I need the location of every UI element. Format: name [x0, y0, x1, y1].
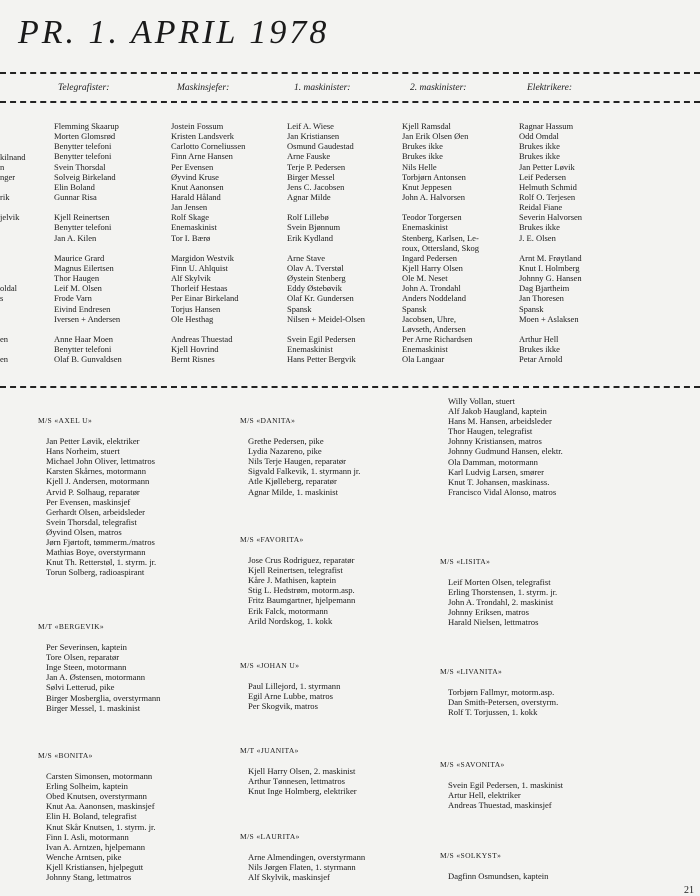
crew-member: Jose Crus Rodriguez, reparatør: [248, 555, 355, 566]
ship-name: M/S «BONITA»: [38, 751, 93, 760]
table-column-telegrafister: [54, 121, 122, 364]
crew-member: John A. Trondahl, 2. maskinist: [448, 597, 554, 608]
table-cell: John A. Trondahl: [402, 283, 461, 294]
crew-member: Dan Smith-Petersen, overstyrm.: [448, 697, 559, 708]
crew-member: Knut Inge Holmberg, elektriker: [248, 786, 357, 797]
crew-member: Rolf T. Torjussen, 1. kokk: [448, 707, 538, 718]
table-cell: Magnus Eilertsen: [54, 262, 114, 273]
table-cell: Olaf B. Gunvaldsen: [54, 354, 122, 365]
table-cell: Osmund Gaudestad: [287, 141, 354, 152]
row-label: en: [0, 354, 9, 364]
crew-member: Jørn Fjørtoft, tømmerm./matros: [46, 537, 155, 548]
crew-member: Francisco Vidal Alonso, matros: [448, 486, 557, 497]
table-cell: Brukes ikke: [519, 344, 560, 355]
table-cell: Johnny G. Hansen: [519, 273, 582, 284]
table-cell: Jan Jensen: [171, 202, 208, 213]
ship-block: [440, 851, 548, 881]
table-cell: Per Arne Richardsen: [402, 333, 473, 344]
row-label: oldal: [0, 283, 17, 293]
table-cell: [54, 202, 122, 212]
table-cell: Leif Pedersen: [519, 171, 566, 182]
table-cell: Odd Omdal: [519, 131, 559, 142]
table-cell: Eddy Østebøvik: [287, 283, 343, 294]
table-cell: Helmuth Schmid: [519, 181, 577, 192]
table-cell: Torbjørn Antonsen: [402, 171, 466, 182]
table-cell: Eivind Endresen: [54, 303, 111, 314]
table-cell: Maurice Grard: [54, 252, 105, 263]
ship-block: [38, 416, 156, 577]
table-column-2-maskinister: [402, 121, 479, 364]
ship-block: [440, 667, 558, 717]
table-cell: Ole M. Neset: [402, 273, 448, 284]
table-cell: Svein Egil Pedersen: [287, 333, 356, 344]
crew-member: Andreas Thuestad, maskinsjef: [448, 800, 552, 811]
table-cell: Arnt M. Frøytland: [519, 252, 582, 263]
crew-member: Atle Kjølleberg, reparatør: [248, 476, 337, 487]
table-cell: Svein Bjønnum: [287, 222, 341, 233]
crew-member: Gerhardt Olsen, arbeidsleder: [46, 506, 146, 517]
table-cell: Rolf Lillebø: [287, 212, 329, 223]
table-cell: Elin Boland: [54, 181, 95, 192]
ship-name: M/S «SOLKYST»: [440, 851, 502, 860]
table-cell: Kristen Landsverk: [171, 131, 235, 142]
crew-member: Fritz Baumgartner, hjelpemann: [248, 595, 356, 606]
table-cell: Moen + Aslaksen: [519, 313, 579, 324]
crew-member: Johnny Kristiansen, matros: [448, 436, 542, 447]
table-cell: Jan Petter Løvik: [519, 161, 575, 172]
table-cell: Olaf Kr. Gundersen: [287, 293, 354, 304]
table-cell: Jan A. Kilen: [54, 232, 97, 243]
ship-block: [440, 396, 563, 497]
table-cell: Stenberg, Karlsen, Le-: [402, 232, 479, 243]
table-cell: Kjell Ramsdal: [402, 121, 451, 131]
crew-member: Artur Hell, elektriker: [448, 790, 521, 801]
table-cell: Arne Fauske: [287, 151, 331, 162]
table-cell: Harald Håland: [171, 191, 221, 202]
table-cell: Benytter telefoni: [54, 222, 112, 233]
table-cell: J. E. Olsen: [519, 232, 556, 243]
crew-member: Karsten Skårnes, motormann: [46, 466, 146, 477]
table-cell: Brukes ikke: [519, 141, 560, 152]
table-cell: Morten Glomsrød: [54, 131, 116, 142]
table-cell: Leif A. Wiese: [287, 121, 334, 131]
table-column-1-maskinister: [287, 121, 365, 364]
ship-name: M/S «FAVORITA»: [240, 535, 304, 544]
table-cell: [171, 324, 245, 334]
table-cell: Andreas Thuestad: [171, 333, 233, 344]
table-cell: Dag Bjartheim: [519, 283, 570, 294]
table-cell: Enemaskinist: [287, 344, 333, 355]
table-cell: Finn U. Ahlquist: [171, 262, 228, 273]
table-cell: Enemaskinist: [171, 222, 217, 233]
crew-member: Per Severinsen, kaptein: [46, 642, 127, 653]
ship-block: [240, 416, 360, 497]
table-cell: Enemaskinist: [402, 222, 448, 233]
table-cell: [54, 324, 122, 334]
table-cell: Benytter telefoni: [54, 344, 112, 355]
table-cell: Anne Haar Moen: [54, 333, 114, 344]
row-label: jelvik: [0, 212, 20, 222]
header-1-maskinister: 1. maskinister:: [294, 83, 351, 93]
ship-name: M/T «BERGEVIK»: [38, 622, 105, 631]
table-cell: Rolf Skage: [171, 212, 210, 223]
crew-member: Erling Thorstensen, 1. styrm. jr.: [448, 587, 558, 598]
crew-member: Birger Messel, 1. maskinist: [46, 702, 141, 713]
crew-member: Dagfinn Osmundsen, kaptein: [448, 871, 549, 882]
table-cell: Spansk: [519, 303, 544, 314]
row-label: en: [0, 334, 9, 344]
crew-member: Knut Th. Retterstøl, 1. styrm. jr.: [46, 557, 157, 568]
crew-member: Torun Solberg, radioaspirant: [46, 567, 145, 578]
crew-member: Stig L. Hedstrøm, motorm.asp.: [248, 585, 355, 596]
table-cell: Reidal Fiane: [519, 202, 563, 213]
crew-member: Sølvi Letterud, pike: [46, 682, 115, 693]
table-cell: Per Evensen: [171, 161, 214, 172]
table-cell: Kjell Hovrind: [171, 344, 219, 355]
crew-member: Kjell Harry Olsen, 2. maskinist: [248, 766, 356, 777]
divider-top: [0, 72, 700, 74]
crew-member: Hans M. Hansen, arbeidsleder: [448, 416, 552, 427]
ship-block: [240, 746, 357, 796]
crew-member: Kjell Kristiansen, hjelpegutt: [46, 861, 144, 872]
ship-block: [38, 622, 160, 713]
crew-member: Mathias Boye, overstyrmann: [46, 547, 146, 558]
crew-member: Svein Egil Pedersen, 1. maskinist: [448, 780, 564, 791]
table-cell: Jan Thoresen: [519, 293, 564, 304]
crew-member: Birger Mosberglia, overstyrmann: [46, 692, 161, 703]
table-cell: Benytter telefoni: [54, 141, 112, 152]
crew-member: Svein Thorsdal, telegrafist: [46, 516, 137, 527]
crew-member: Tore Olsen, reparatør: [46, 652, 120, 663]
table-cell: Severin Halvorsen: [519, 212, 583, 223]
table-cell: Knut Aanonsen: [171, 181, 224, 192]
table-cell: Jens C. Jacobsen: [287, 181, 345, 192]
crew-member: Harald Nielsen, lettmatros: [448, 617, 539, 628]
table-cell: Nilsen + Meidel-Olsen: [287, 313, 365, 324]
ship-name: M/S «DANITA»: [240, 416, 296, 425]
table-cell: Arthur Hell: [519, 333, 559, 344]
header-telegrafister: Telegrafister:: [58, 83, 110, 93]
crew-member: Arild Nordskog, 1. kokk: [248, 615, 333, 626]
table-cell: Thorleif Hestaas: [171, 283, 228, 294]
table-cell: Ola Langaar: [402, 354, 445, 365]
table-cell: Jostein Fossum: [171, 121, 224, 131]
table-cell: Hans Petter Bergvik: [287, 354, 356, 365]
crew-member: Thor Haugen, telegrafist: [448, 426, 533, 437]
crew-member: Elin H. Boland, telegrafist: [46, 811, 137, 822]
table-cell: Jan Erik Olsen Øen: [402, 131, 469, 142]
crew-member: Lydia Nazareno, pike: [248, 446, 322, 457]
table-cell: Øystein Stenberg: [287, 273, 346, 284]
crew-member: Obed Knutsen, overstyrmann: [46, 791, 147, 802]
crew-member: Sigvald Falkevik, 1. styrmann jr.: [248, 466, 361, 477]
table-cell: Brukes ikke: [519, 151, 560, 162]
table-cell: Alf Skylvik: [171, 273, 211, 284]
crew-member: Wenche Arntsen, pike: [46, 851, 122, 862]
crew-member: Per Skogvik, matros: [248, 701, 318, 712]
table-cell: [287, 243, 365, 253]
crew-member: Johnny Eriksen, matros: [448, 607, 529, 618]
crew-member: Egil Arne Lubbe, matros: [248, 691, 333, 702]
header-maskinsjefer: Maskinsjefer:: [177, 83, 230, 93]
table-cell: Carlotto Corneliussen: [171, 141, 246, 152]
table-cell: Iversen + Andersen: [54, 313, 121, 324]
table-cell: Jan Kristiansen: [287, 131, 340, 142]
table-column-elektrikere: [519, 121, 582, 364]
crew-member: Jan A. Østensen, motormann: [46, 672, 146, 683]
divider-header: [0, 101, 700, 103]
table-cell: Ragnar Hassum: [519, 121, 574, 131]
table-cell: Frode Varn: [54, 293, 92, 304]
table-cell: roux, Ottersland, Skog: [402, 242, 479, 253]
crew-member: Hans Norheim, stuert: [46, 446, 120, 457]
crew-member: Agnar Milde, 1. maskinist: [248, 486, 338, 497]
ship-name: M/S «LISITA»: [440, 557, 491, 566]
table-cell: John A. Halvorsen: [402, 191, 466, 202]
ship-block: [440, 760, 563, 810]
divider-bottom: [0, 386, 700, 388]
table-column-maskinsjefer: [171, 121, 245, 364]
table-cell: Finn Arne Hansen: [171, 151, 233, 162]
table-cell: Anders Noddeland: [402, 293, 466, 304]
row-label: rik: [0, 192, 10, 202]
table-cell: Jacobsen, Uhre,: [402, 313, 457, 324]
table-cell: Bernt Risnes: [171, 354, 215, 365]
table-cell: Spansk: [402, 303, 427, 314]
crew-member: Kåre J. Mathisen, kaptein: [248, 575, 337, 586]
crew-member: Torbjørn Fallmyr, motorm.asp.: [448, 687, 555, 698]
crew-member: Knut Aa. Aanonsen, maskinsjef: [46, 801, 155, 812]
table-cell: Teodor Torgersen: [402, 212, 462, 223]
table-cell: Leif M. Olsen: [54, 283, 102, 294]
table-cell: Thor Haugen: [54, 273, 100, 284]
table-cell: Spansk: [287, 303, 312, 314]
table-cell: Brukes ikke: [519, 222, 560, 233]
table-cell: Knut I. Holmberg: [519, 262, 580, 273]
table-cell: Solveig Birkeland: [54, 171, 116, 182]
row-label: nger: [0, 172, 16, 182]
table-cell: Petar Arnold: [519, 354, 563, 365]
crew-member: Erling Solheim, kaptein: [46, 781, 128, 792]
crew-member: Carsten Simonsen, motormann: [46, 771, 153, 782]
table-cell: Olav A. Tverstøl: [287, 262, 344, 273]
table-cell: [402, 202, 479, 212]
table-cell: [519, 243, 582, 253]
crew-member: Arthur Tønnesen, lettmatros: [248, 776, 345, 787]
crew-member: Ola Damman, motormann: [448, 456, 538, 467]
crew-member: Øyvind Olsen, matros: [46, 526, 122, 537]
crew-member: Knut T. Johansen, maskinass.: [448, 476, 550, 487]
header-elektrikere: Elektrikere:: [527, 83, 573, 93]
crew-member: Paul Lillejord, 1. styrmann: [248, 681, 341, 692]
table-cell: Ingard Pedersen: [402, 252, 457, 263]
ship-name: M/S «JOHAN U»: [240, 661, 300, 670]
ship-name: M/S «LIVANITA»: [440, 667, 503, 676]
table-cell: Gunnar Risa: [54, 191, 97, 202]
page-title: PR. 1. APRIL 1978: [18, 14, 330, 51]
crew-member: Finn I. Asli, motormann: [46, 831, 129, 842]
crew-member: Nils Terje Haugen, reparatør: [248, 456, 347, 467]
table-cell: Kjell Reinertsen: [54, 212, 110, 223]
table-cell: [287, 324, 365, 334]
table-cell: Brukes ikke: [402, 151, 443, 162]
ship-name: M/S «LAURITA»: [240, 832, 300, 841]
ship-name: M/T «JUANITA»: [240, 746, 299, 755]
ship-name: M/S «AXEL U»: [38, 416, 93, 425]
crew-member: Erik Falck, motormann: [248, 605, 328, 616]
table-cell: Løvseth, Andersen: [402, 323, 466, 334]
table-cell: Birger Messel: [287, 171, 335, 182]
table-cell: [519, 324, 582, 334]
crew-member: Arvid P. Solhaug, reparatør: [46, 486, 140, 497]
table-cell: Ole Hesthag: [171, 313, 214, 324]
crew-member: Per Evensen, maskinsjef: [46, 496, 131, 507]
crew-member: Karl Ludvig Larsen, smører: [448, 466, 544, 477]
ship-block: [240, 832, 365, 882]
crew-member: Johnny Stang, lettmatros: [46, 872, 132, 883]
table-cell: [171, 243, 245, 253]
crew-member: Kjell Reinertsen, telegrafist: [248, 565, 343, 576]
ship-block: [440, 557, 557, 628]
table-cell: [54, 243, 122, 253]
crew-member: Kjell J. Andersen, motormann: [46, 476, 150, 487]
ship-block: [38, 751, 156, 882]
row-label: n: [0, 162, 5, 172]
crew-member: Arne Almendingen, overstyrmann: [248, 852, 366, 863]
crew-member: Willy Vollan, stuert: [448, 396, 515, 406]
table-cell: Øyvind Kruse: [171, 171, 219, 182]
table-cell: Nils Helle: [402, 161, 437, 172]
crew-member: Jan Petter Løvik, elektriker: [46, 436, 140, 447]
crew-member: Alf Skylvik, maskinsjef: [248, 872, 330, 883]
table-cell: Brukes ikke: [402, 141, 443, 152]
crew-member: Leif Morten Olsen, telegrafist: [448, 577, 551, 588]
ship-block: [240, 535, 355, 626]
page-number: 21: [684, 885, 694, 896]
table-cell: Svein Thorsdal: [54, 161, 106, 172]
table-cell: Arne Stave: [287, 252, 326, 263]
crew-member: Alf Jakob Haugland, kaptein: [448, 406, 547, 417]
crew-member: Ivan A. Arntzen, hjelpemann: [46, 841, 146, 852]
table-cell: Torjus Hansen: [171, 303, 221, 314]
row-label: kilnand: [0, 152, 26, 162]
ship-name: M/S «SAVONITA»: [440, 760, 505, 769]
table-cell: Terje P. Pedersen: [287, 161, 346, 172]
crew-member: Michael John Oliver, lettmatros: [46, 456, 155, 467]
crew-member: Inge Steen, motormann: [46, 662, 127, 673]
table-cell: [287, 202, 365, 212]
table-cell: Kjell Harry Olsen: [402, 262, 463, 273]
table-cell: Margidon Westvik: [171, 252, 234, 263]
table-cell: Per Einar Birkeland: [171, 293, 239, 304]
table-cell: Knut Jeppesen: [402, 181, 452, 192]
table-cell: Erik Kydland: [287, 232, 334, 243]
ship-block: [240, 661, 340, 711]
table-cell: Rolf O. Terjesen: [519, 191, 576, 202]
table-cell: Flemming Skaarup: [54, 121, 119, 131]
table-cell: Tor I. Bærø: [171, 232, 211, 243]
table-cell: Benytter telefoni: [54, 151, 112, 162]
table-cell: Agnar Milde: [287, 191, 331, 202]
row-label: s: [0, 293, 4, 303]
crew-member: Knut Skår Knutsen, 1. styrm. jr.: [46, 821, 156, 832]
table-cell: Enemaskinist: [402, 344, 448, 355]
crew-member: Grethe Pedersen, pike: [248, 436, 324, 447]
crew-member: Nils Jørgen Flaten, 1. styrmann: [248, 862, 356, 873]
crew-member: Johnny Gudmund Hansen, elektr.: [448, 446, 563, 457]
header-2-maskinister: 2. maskinister:: [410, 83, 467, 93]
